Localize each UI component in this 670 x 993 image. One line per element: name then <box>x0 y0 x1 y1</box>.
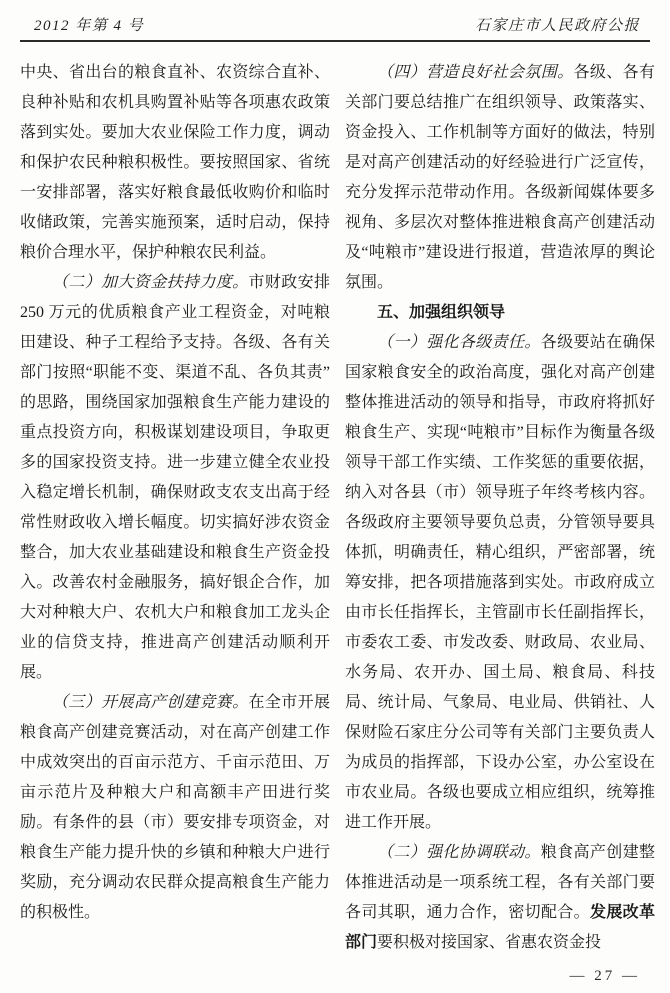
right-column <box>345 58 655 958</box>
paragraph-lead: （四）营造良好社会氛围。 <box>377 64 574 81</box>
paragraph-text: 在全市开展粮食高产创建竞赛活动，对在高产创建工作中成效突出的百亩示范方、千亩示范田、万亩示范片及种粮大户和高额丰产田进行奖励。有条件的县（市）要安排专项资金，对粮食生产能力提升快的乡镇和种粮大户进行奖励，充分调动农民群众提高粮食生产能力的积极性。 <box>20 694 330 921</box>
header-publication-title: 石家庄市人民政府公报 <box>474 18 640 34</box>
paragraph-item-4 <box>345 58 655 298</box>
paragraph-text: 各级要站在确保国家粮食安全的政治高度，强化对高产创建整体推进活动的领导和指导，市政府将抓好粮食生产、实现“吨粮市”目标作为衡量各级领导干部工作实绩、工作奖惩的重要依据，纳入对各县（市）领导班子年终考核内容。各级政府主要领导要负总责，分管领导要具体抓，明确责任，精心组织，严密部署，统筹安排，把各项措施落到实处。市政府成立由市长任指挥长，主管副市长任副指挥长，市委农工委、市发改委、财政局、农业局、水务局、农开办、国土局、粮食局、科技局、统计局、气象局、电业局、供销社、人保财险石家庄分公司等有关部门主要负责人为成员的指挥部，下设办公室，办公室设在市农业局。各级也要成立相应组织，统筹推进工作开展。 <box>345 334 655 831</box>
paragraph-text: 要积极对接国家、省惠农资金投 <box>377 934 602 951</box>
paragraph-lead: （二）强化协调联动。 <box>377 844 541 861</box>
paragraph-item-2b <box>345 838 655 958</box>
page-number: — 27 — <box>569 968 640 984</box>
page-header <box>20 0 650 42</box>
paragraph-lead: （一）强化各级责任。 <box>377 334 541 351</box>
paragraph-item-1 <box>345 328 655 838</box>
header-issue-number: 2012 年第 4 号 <box>34 18 145 34</box>
paragraph-continuation <box>20 58 330 268</box>
left-column <box>20 58 330 958</box>
paragraph-text: 中央、省出台的粮食直补、农资综合直补、良种补贴和农机具购置补贴等各项惠农政策落到实处。要加大农业保险工作力度，调动和保护农民种粮积极性。要按照国家、省统一安排部署，落实好粮食最低收购价和临时收储政策，完善实施预案，适时启动，保持粮价合理水平，保护种粮农民利益。 <box>20 64 330 261</box>
paragraph-text: 粮食高产创建整体推进活动是一项系统工程，各有关部门要各司其职，通力合作，密切配合。 <box>345 844 655 921</box>
section-heading-text: 五、加强组织领导 <box>377 304 506 321</box>
paragraph-lead: （三）开展高产创建竞赛。 <box>52 694 249 711</box>
paragraph-item-3 <box>20 688 330 928</box>
bold-department-run: 发展改革部门 <box>345 904 655 951</box>
paragraph-lead: （二）加大资金扶持力度。 <box>52 274 249 291</box>
section-heading-5 <box>345 298 655 328</box>
page-body <box>20 58 655 958</box>
paragraph-item-2 <box>20 268 330 688</box>
paragraph-text: 市财政安排 250 万元的优质粮食产业工程资金，对吨粮田建设、种子工程给予支持。各级、各有关部门按照“职能不变、渠道不乱、各负其责”的思路，围绕国家加强粮食生产能力建设的重点投资方向，积极谋划建设项目，争取更多的国家投资支持。进一步建立健全农业投入稳定增长机制，确保财政支农支出高于经常性财政收入增长幅度。切实搞好涉农资金整合，加大农业基础建设和粮食生产资金投入。改善农村金融服务，搞好银企合作，加大对种粮大户、农机大户和粮食加工龙头企业的信贷支持，推进高产创建活动顺利开展。 <box>20 274 330 681</box>
paragraph-text: 各级、各有关部门要总结推广在组织领导、政策落实、资金投入、工作机制等方面好的做法，特别是对高产创建活动的好经验进行广泛宣传，充分发挥示范带动作用。各级新闻媒体要多视角、多层次对整体推进粮食高产创建活动及“吨粮市”建设进行报道，营造浓厚的舆论氛围。 <box>345 64 655 291</box>
